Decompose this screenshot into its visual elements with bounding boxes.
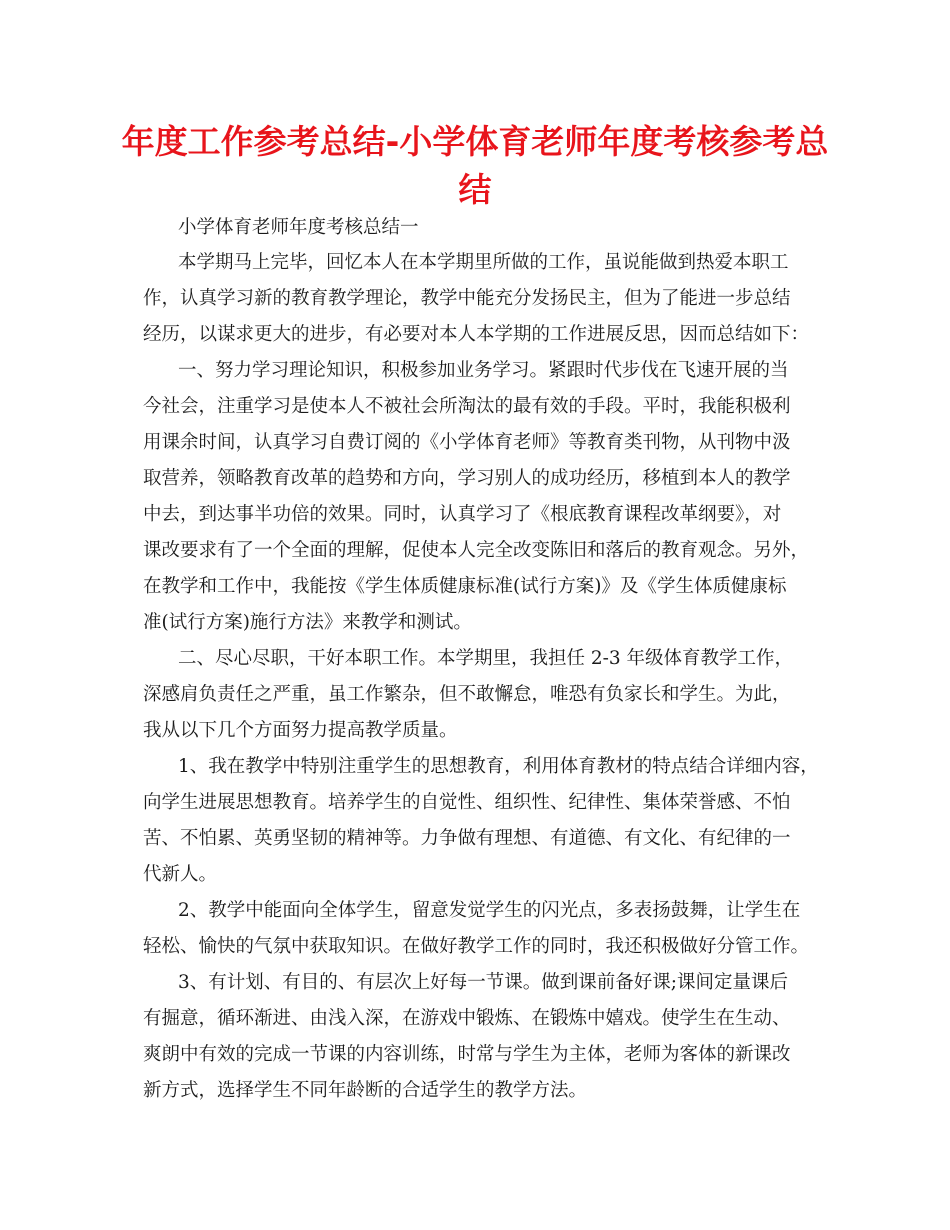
- paragraph-line: 1、我在教学中特别注重学生的思想教育，利用体育教材的特点结合详细内容，: [178, 756, 819, 777]
- paragraph-line: 深感肩负责任之严重，虽工作繁杂，但不敢懈怠，唯恐有负家长和学生。为此，: [143, 684, 791, 705]
- title-line-1: 年度工作参考总结-小学体育老师年度考核参考总: [121, 122, 829, 161]
- paragraph-line: 在教学和工作中，我能按《学生体质健康标准(试行方案)》及《学生体质健康标: [143, 576, 787, 597]
- paragraph-line: 3、有计划、有目的、有层次上好每一节课。做到课前备好课;课间定量课后: [178, 972, 789, 993]
- paragraph-line: 轻松、愉快的气氛中获取知识。在做好教学工作的同时，我还积极做好分管工作。: [143, 936, 810, 957]
- paragraph-line: 一、努力学习理论知识，积极参加业务学习。紧跟时代步伐在飞速开展的当: [178, 360, 789, 381]
- paragraph-line: 我从以下几个方面努力提高教学质量。: [143, 720, 458, 741]
- title-line-2: 结: [458, 170, 492, 209]
- paragraph-line: 作，认真学习新的教育教学理论，教学中能充分发扬民主，但为了能进一步总结: [143, 288, 791, 309]
- paragraph-line: 二、尽心尽职，干好本职工作。本学期里，我担任 2-3 年级体育教学工作，: [178, 648, 794, 669]
- paragraph-line: 2、教学中能面向全体学生，留意发觉学生的闪光点，多表扬鼓舞，让学生在: [178, 900, 801, 921]
- paragraph-line: 用课余时间，认真学习自费订阅的《小学体育老师》等教育类刊物，从刊物中汲: [143, 432, 791, 453]
- paragraph-line: 课改要求有了一个全面的理解，促使本人完全改变陈旧和落后的教育观念。另外，: [143, 540, 810, 561]
- paragraph-line: 新方式，选择学生不同年龄断的合适学生的教学方法。: [143, 1080, 588, 1101]
- paragraph-line: 中去，到达事半功倍的效果。同时，认真学习了《根底教育课程改革纲要》，对: [143, 504, 782, 525]
- paragraph-line: 爽朗中有效的完成一节课的内容训练，时常与学生为主体，老师为客体的新课改: [143, 1044, 791, 1065]
- subtitle: 小学体育老师年度考核总结一: [178, 217, 419, 238]
- paragraph-line: 今社会，注重学习是使本人不被社会所淘汰的最有效的手段。平时，我能积极利: [143, 396, 791, 417]
- paragraph-line: 本学期马上完毕，回忆本人在本学期里所做的工作，虽说能做到热爱本职工: [178, 252, 789, 273]
- paragraph-line: 有掘意，循环渐进、由浅入深，在游戏中锻炼、在锻炼中嬉戏。使学生在生动、: [143, 1008, 791, 1029]
- paragraph-line: 经历，以谋求更大的进步，有必要对本人本学期的工作进展反思，因而总结如下：: [143, 324, 810, 345]
- paragraph-line: 苦、不怕累、英勇坚韧的精神等。力争做有理想、有道德、有文化、有纪律的一: [143, 828, 791, 849]
- paragraph-line: 代新人。: [143, 864, 218, 885]
- paragraph-line: 准(试行方案)施行方法》来教学和测试。: [143, 612, 472, 633]
- document-title: [120, 118, 830, 214]
- paragraph-line: 向学生进展思想教育。培养学生的自觉性、组织性、纪律性、集体荣誉感、不怕: [143, 792, 791, 813]
- paragraph-line: 取营养，领略教育改革的趋势和方向，学习别人的成功经历，移植到本人的教学: [143, 468, 791, 489]
